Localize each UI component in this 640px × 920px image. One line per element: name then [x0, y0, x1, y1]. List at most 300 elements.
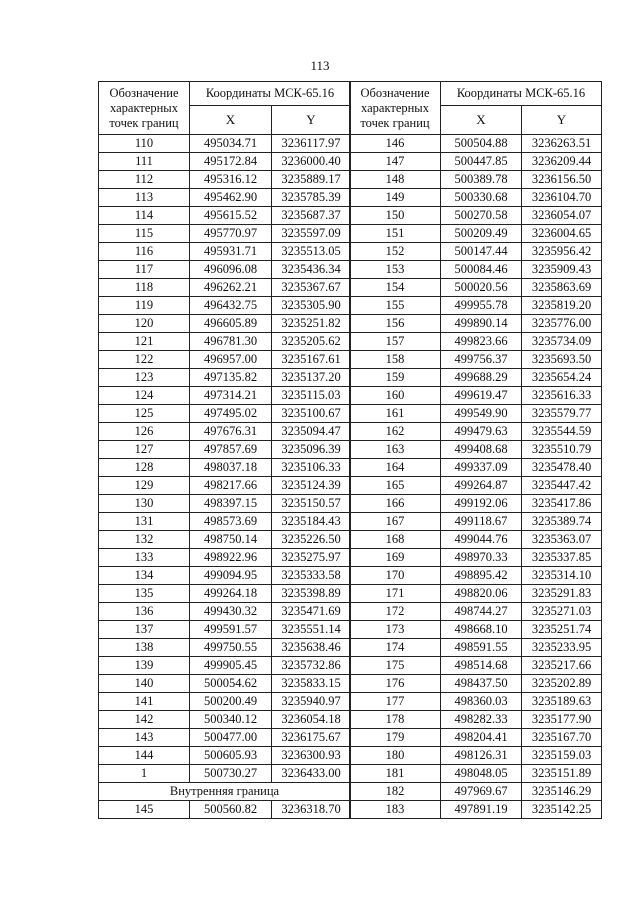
x-value: 498217.66 — [190, 477, 272, 495]
table-row — [350, 729, 602, 747]
table-row — [350, 603, 602, 621]
y-value: 3236000.40 — [272, 153, 351, 171]
x-value: 497857.69 — [190, 441, 272, 459]
y-value: 3236263.51 — [522, 135, 602, 153]
y-value: 3235551.14 — [272, 621, 351, 639]
designation-header-line3: точек границ — [360, 115, 430, 130]
table-row — [99, 243, 351, 261]
y-value: 3235205.62 — [272, 333, 351, 351]
point-number: 144 — [99, 747, 190, 765]
table-row — [99, 441, 351, 459]
y-value: 3235314.10 — [522, 567, 602, 585]
x-value: 497891.19 — [441, 801, 522, 819]
table-row — [99, 513, 351, 531]
page-number: 113 — [310, 58, 330, 73]
designation-header-line1: Обозначение — [109, 85, 179, 100]
point-number: 169 — [350, 549, 441, 567]
point-number: 162 — [350, 423, 441, 441]
y-value: 3235115.03 — [272, 387, 351, 405]
table-row — [99, 477, 351, 495]
y-value: 3235833.15 — [272, 675, 351, 693]
point-number: 173 — [350, 621, 441, 639]
y-value: 3235094.47 — [272, 423, 351, 441]
point-number: 124 — [99, 387, 190, 405]
point-number: 115 — [99, 225, 190, 243]
coords-header: Координаты МСК-65.16 — [441, 82, 602, 106]
designation-header-line2: характерных — [361, 100, 429, 115]
y-value: 3235693.50 — [522, 351, 602, 369]
coordinates-table-right — [349, 81, 602, 819]
y-value: 3236175.67 — [272, 729, 351, 747]
table-row — [99, 621, 351, 639]
point-number: 119 — [99, 297, 190, 315]
table-row — [99, 693, 351, 711]
x-value: 498591.55 — [441, 639, 522, 657]
point-number: 145 — [99, 801, 190, 819]
point-number: 130 — [99, 495, 190, 513]
point-number: 113 — [99, 189, 190, 207]
point-number: 146 — [350, 135, 441, 153]
table-row — [350, 639, 602, 657]
table-row — [350, 207, 602, 225]
x-value: 498668.10 — [441, 621, 522, 639]
x-value: 497314.21 — [190, 387, 272, 405]
table-row — [99, 603, 351, 621]
coords-header: Координаты МСК-65.16 — [190, 82, 351, 106]
point-number: 171 — [350, 585, 441, 603]
point-number: 121 — [99, 333, 190, 351]
table-row — [350, 189, 602, 207]
designation-header — [350, 82, 441, 135]
y-value: 3235732.86 — [272, 657, 351, 675]
y-value: 3235333.58 — [272, 567, 351, 585]
table-row — [99, 153, 351, 171]
x-value: 499264.87 — [441, 477, 522, 495]
inner-boundary-row — [99, 783, 351, 801]
table-row — [350, 621, 602, 639]
point-number: 143 — [99, 729, 190, 747]
point-number: 117 — [99, 261, 190, 279]
x-value: 498895.42 — [441, 567, 522, 585]
table-row — [350, 495, 602, 513]
y-header: Y — [272, 106, 351, 135]
y-value: 3235638.46 — [272, 639, 351, 657]
y-value: 3235544.59 — [522, 423, 602, 441]
y-value: 3235177.90 — [522, 711, 602, 729]
x-value: 498204.41 — [441, 729, 522, 747]
x-value: 499118.67 — [441, 513, 522, 531]
x-value: 500340.12 — [190, 711, 272, 729]
x-value: 498282.33 — [441, 711, 522, 729]
point-number: 126 — [99, 423, 190, 441]
table-row — [350, 297, 602, 315]
x-value: 498922.96 — [190, 549, 272, 567]
x-value: 495462.90 — [190, 189, 272, 207]
y-value: 3235202.89 — [522, 675, 602, 693]
table-row — [99, 135, 351, 153]
y-value: 3235909.43 — [522, 261, 602, 279]
y-value: 3235616.33 — [522, 387, 602, 405]
y-value: 3235579.77 — [522, 405, 602, 423]
y-value: 3235363.07 — [522, 531, 602, 549]
x-value: 499823.66 — [441, 333, 522, 351]
point-number: 152 — [350, 243, 441, 261]
table-row — [350, 351, 602, 369]
x-value: 500730.27 — [190, 765, 272, 783]
y-value: 3236054.07 — [522, 207, 602, 225]
table-row — [99, 369, 351, 387]
point-number: 163 — [350, 441, 441, 459]
point-number: 153 — [350, 261, 441, 279]
point-number: 151 — [350, 225, 441, 243]
table-row — [99, 351, 351, 369]
x-value: 498744.27 — [441, 603, 522, 621]
table-row — [350, 477, 602, 495]
x-value: 500560.82 — [190, 801, 272, 819]
y-value: 3235417.86 — [522, 495, 602, 513]
x-value: 499094.95 — [190, 567, 272, 585]
x-value: 500389.78 — [441, 171, 522, 189]
point-number: 174 — [350, 639, 441, 657]
point-number: 114 — [99, 207, 190, 225]
point-number: 165 — [350, 477, 441, 495]
x-value: 496262.21 — [190, 279, 272, 297]
y-value: 3235271.03 — [522, 603, 602, 621]
table-row — [350, 459, 602, 477]
y-value: 3236054.18 — [272, 711, 351, 729]
y-value: 3235167.70 — [522, 729, 602, 747]
y-value: 3235367.67 — [272, 279, 351, 297]
point-number: 175 — [350, 657, 441, 675]
point-number: 1 — [99, 765, 190, 783]
x-header: X — [190, 106, 272, 135]
point-number: 116 — [99, 243, 190, 261]
y-value: 3235776.00 — [522, 315, 602, 333]
x-value: 499955.78 — [441, 297, 522, 315]
table-row — [99, 279, 351, 297]
y-value: 3236209.44 — [522, 153, 602, 171]
x-value: 499192.06 — [441, 495, 522, 513]
inner-boundary-label: Внутренняя граница — [99, 783, 351, 801]
y-value: 3235471.69 — [272, 603, 351, 621]
y-value: 3235785.39 — [272, 189, 351, 207]
table-row — [350, 225, 602, 243]
point-number: 122 — [99, 351, 190, 369]
y-value: 3235654.24 — [522, 369, 602, 387]
table-row — [99, 297, 351, 315]
x-value: 499408.68 — [441, 441, 522, 459]
y-header: Y — [522, 106, 602, 135]
table-row — [99, 765, 351, 783]
point-number: 166 — [350, 495, 441, 513]
table-row — [350, 405, 602, 423]
point-number: 172 — [350, 603, 441, 621]
table-row — [350, 765, 602, 783]
x-value: 496781.30 — [190, 333, 272, 351]
table-row — [99, 531, 351, 549]
table-row — [350, 747, 602, 765]
table-row — [99, 459, 351, 477]
y-value: 3235184.43 — [272, 513, 351, 531]
point-number: 176 — [350, 675, 441, 693]
x-value: 500504.88 — [441, 135, 522, 153]
x-value: 498750.14 — [190, 531, 272, 549]
x-value: 498573.69 — [190, 513, 272, 531]
x-value: 498437.50 — [441, 675, 522, 693]
table-row — [350, 261, 602, 279]
y-value: 3236433.00 — [272, 765, 351, 783]
point-number: 111 — [99, 153, 190, 171]
point-number: 140 — [99, 675, 190, 693]
x-value: 500084.46 — [441, 261, 522, 279]
y-value: 3235100.67 — [272, 405, 351, 423]
y-value: 3235189.63 — [522, 693, 602, 711]
point-number: 136 — [99, 603, 190, 621]
point-number: 154 — [350, 279, 441, 297]
x-value: 500605.93 — [190, 747, 272, 765]
table-row — [350, 513, 602, 531]
table-row — [99, 675, 351, 693]
x-value: 495172.84 — [190, 153, 272, 171]
point-number: 183 — [350, 801, 441, 819]
table-row — [99, 729, 351, 747]
y-value: 3235478.40 — [522, 459, 602, 477]
y-value: 3235146.29 — [522, 783, 602, 801]
y-value: 3235251.74 — [522, 621, 602, 639]
point-number: 128 — [99, 459, 190, 477]
y-value: 3235510.79 — [522, 441, 602, 459]
x-value: 496605.89 — [190, 315, 272, 333]
table-row — [350, 693, 602, 711]
point-number: 150 — [350, 207, 441, 225]
point-number: 178 — [350, 711, 441, 729]
table-row — [350, 657, 602, 675]
y-value: 3235447.42 — [522, 477, 602, 495]
table-row — [350, 783, 602, 801]
y-value: 3235863.69 — [522, 279, 602, 297]
y-value: 3235137.20 — [272, 369, 351, 387]
point-number: 148 — [350, 171, 441, 189]
coordinates-table-left — [98, 81, 351, 819]
table-row — [350, 531, 602, 549]
x-value: 498126.31 — [441, 747, 522, 765]
table-row — [350, 387, 602, 405]
x-value: 498397.15 — [190, 495, 272, 513]
y-value: 3235233.95 — [522, 639, 602, 657]
x-value: 498037.18 — [190, 459, 272, 477]
point-number: 182 — [350, 783, 441, 801]
table-row — [350, 711, 602, 729]
x-value: 499890.14 — [441, 315, 522, 333]
table-row — [350, 423, 602, 441]
y-value: 3235337.85 — [522, 549, 602, 567]
point-number: 177 — [350, 693, 441, 711]
y-value: 3235734.09 — [522, 333, 602, 351]
table-row — [350, 333, 602, 351]
point-number: 149 — [350, 189, 441, 207]
x-value: 498820.06 — [441, 585, 522, 603]
y-value: 3235106.33 — [272, 459, 351, 477]
x-value: 495316.12 — [190, 171, 272, 189]
table-row — [350, 171, 602, 189]
y-value: 3236104.70 — [522, 189, 602, 207]
table-row — [99, 387, 351, 405]
point-number: 123 — [99, 369, 190, 387]
point-number: 129 — [99, 477, 190, 495]
y-value: 3235150.57 — [272, 495, 351, 513]
x-value: 499688.29 — [441, 369, 522, 387]
point-number: 168 — [350, 531, 441, 549]
x-value: 500447.85 — [441, 153, 522, 171]
x-value: 499044.76 — [441, 531, 522, 549]
y-value: 3235251.82 — [272, 315, 351, 333]
designation-header-line2: характерных — [110, 100, 178, 115]
table-row — [99, 495, 351, 513]
point-number: 160 — [350, 387, 441, 405]
table-row — [99, 171, 351, 189]
x-value: 496432.75 — [190, 297, 272, 315]
y-value: 3235597.09 — [272, 225, 351, 243]
x-value: 499430.32 — [190, 603, 272, 621]
table-row — [350, 801, 602, 819]
point-number: 142 — [99, 711, 190, 729]
y-value: 3235389.74 — [522, 513, 602, 531]
point-number: 156 — [350, 315, 441, 333]
point-number: 133 — [99, 549, 190, 567]
point-number: 127 — [99, 441, 190, 459]
y-value: 3235398.89 — [272, 585, 351, 603]
designation-header — [99, 82, 190, 135]
table-row — [99, 315, 351, 333]
point-number: 118 — [99, 279, 190, 297]
point-number: 125 — [99, 405, 190, 423]
x-value: 497135.82 — [190, 369, 272, 387]
x-value: 498360.03 — [441, 693, 522, 711]
point-number: 132 — [99, 531, 190, 549]
x-value: 500209.49 — [441, 225, 522, 243]
point-number: 157 — [350, 333, 441, 351]
table-row — [99, 207, 351, 225]
x-value: 496957.00 — [190, 351, 272, 369]
designation-header-line1: Обозначение — [360, 85, 430, 100]
table-row — [99, 423, 351, 441]
y-value: 3235142.25 — [522, 801, 602, 819]
y-value: 3235889.17 — [272, 171, 351, 189]
point-number: 135 — [99, 585, 190, 603]
x-value: 498514.68 — [441, 657, 522, 675]
table-row — [350, 153, 602, 171]
table-row — [350, 675, 602, 693]
y-value: 3235096.39 — [272, 441, 351, 459]
table-row — [99, 549, 351, 567]
point-number: 138 — [99, 639, 190, 657]
table-row — [99, 657, 351, 675]
table-row — [99, 747, 351, 765]
point-number: 158 — [350, 351, 441, 369]
table-row — [99, 801, 351, 819]
y-value: 3235226.50 — [272, 531, 351, 549]
y-value: 3235167.61 — [272, 351, 351, 369]
x-value: 499264.18 — [190, 585, 272, 603]
table-row — [99, 261, 351, 279]
point-number: 112 — [99, 171, 190, 189]
y-value: 3235940.97 — [272, 693, 351, 711]
x-value: 495615.52 — [190, 207, 272, 225]
x-value: 499479.63 — [441, 423, 522, 441]
table-row — [99, 225, 351, 243]
table-row — [99, 333, 351, 351]
point-number: 179 — [350, 729, 441, 747]
y-value: 3235124.39 — [272, 477, 351, 495]
point-number: 180 — [350, 747, 441, 765]
point-number: 120 — [99, 315, 190, 333]
table-row — [350, 369, 602, 387]
x-value: 499337.09 — [441, 459, 522, 477]
table-row — [350, 135, 602, 153]
x-header: X — [441, 106, 522, 135]
table-row — [99, 567, 351, 585]
table-row — [99, 189, 351, 207]
table-row — [99, 711, 351, 729]
table-row — [350, 243, 602, 261]
x-value: 495770.97 — [190, 225, 272, 243]
table-row — [99, 639, 351, 657]
x-value: 497969.67 — [441, 783, 522, 801]
y-value: 3236318.70 — [272, 801, 351, 819]
table-row — [350, 441, 602, 459]
point-number: 159 — [350, 369, 441, 387]
x-value: 498970.33 — [441, 549, 522, 567]
y-value: 3235956.42 — [522, 243, 602, 261]
x-value: 499756.37 — [441, 351, 522, 369]
x-value: 500477.00 — [190, 729, 272, 747]
x-value: 500020.56 — [441, 279, 522, 297]
point-number: 134 — [99, 567, 190, 585]
x-value: 495931.71 — [190, 243, 272, 261]
x-value: 499549.90 — [441, 405, 522, 423]
table-row — [350, 315, 602, 333]
y-value: 3235151.89 — [522, 765, 602, 783]
y-value: 3236300.93 — [272, 747, 351, 765]
y-value: 3235275.97 — [272, 549, 351, 567]
designation-header-line3: точек границ — [109, 115, 179, 130]
x-value: 500054.62 — [190, 675, 272, 693]
y-value: 3236117.97 — [272, 135, 351, 153]
x-value: 500200.49 — [190, 693, 272, 711]
y-value: 3235217.66 — [522, 657, 602, 675]
table-row — [99, 405, 351, 423]
x-value: 495034.71 — [190, 135, 272, 153]
table-row — [350, 585, 602, 603]
y-value: 3235291.83 — [522, 585, 602, 603]
point-number: 139 — [99, 657, 190, 675]
y-value: 3236004.65 — [522, 225, 602, 243]
point-number: 161 — [350, 405, 441, 423]
x-value: 500147.44 — [441, 243, 522, 261]
y-value: 3235819.20 — [522, 297, 602, 315]
point-number: 141 — [99, 693, 190, 711]
table-row — [350, 549, 602, 567]
point-number: 147 — [350, 153, 441, 171]
x-value: 500330.68 — [441, 189, 522, 207]
y-value: 3235159.03 — [522, 747, 602, 765]
table-row — [350, 279, 602, 297]
point-number: 167 — [350, 513, 441, 531]
point-number: 131 — [99, 513, 190, 531]
point-number: 110 — [99, 135, 190, 153]
y-value: 3235305.90 — [272, 297, 351, 315]
table-row — [99, 585, 351, 603]
